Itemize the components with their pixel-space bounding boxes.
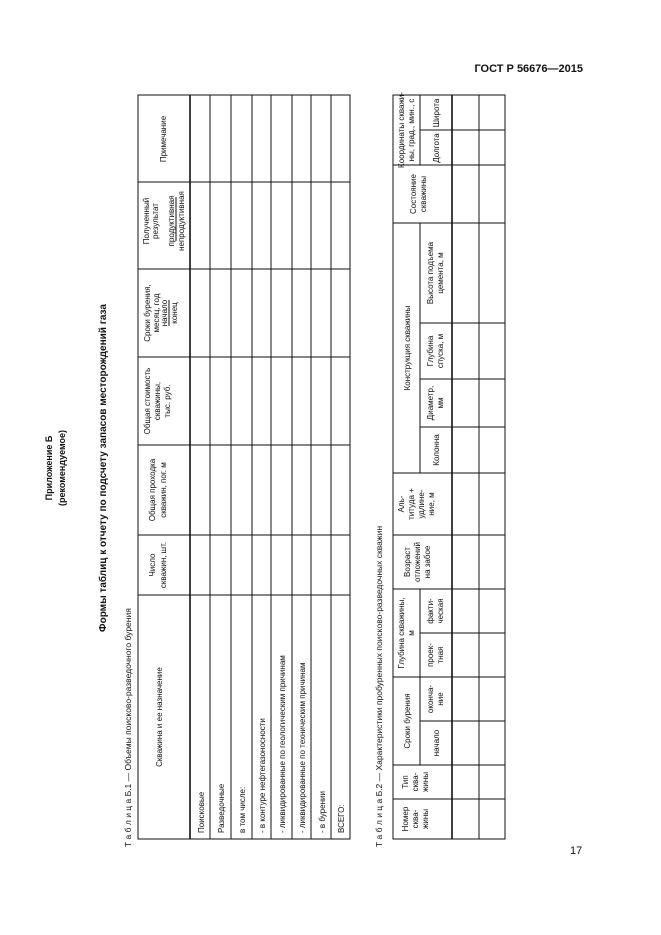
t2-col-actual: ческая (436, 598, 445, 624)
t1-row-label: Разведочные (217, 783, 226, 833)
table1-caption: Т а б л и ц а Б.1 — Объемы поисково-разведочного бурения (123, 608, 133, 847)
t2-col-casing: Колонна (432, 434, 441, 466)
t2-col-number: сква- (411, 809, 420, 829)
t2-col-start: начало (432, 729, 441, 757)
t2-col-diameter: мм (436, 397, 445, 409)
t2-col-altitude: титуда + (407, 488, 416, 520)
t1-col-dates: начало (160, 299, 169, 327)
t1-col-dates: конец (170, 302, 179, 324)
t1-col-cost: Общая стоимость (143, 367, 152, 435)
t2-col-construction: Конструкция скважины (403, 305, 412, 391)
t2-col-diameter: Диаметр, (426, 385, 435, 421)
t1-row-label: - ликвидированные по геологическим причинам (278, 655, 287, 833)
t1-col-dates: месяц, год (152, 293, 161, 333)
t1-row-label: в том числе: (238, 786, 247, 833)
t2-col-type: сква- (411, 772, 420, 792)
t1-col-penetration: Общая проходка (148, 458, 157, 522)
t2-col-longitude: Долгота (432, 133, 441, 163)
t2-col-coordinates: Координаты скважи- (397, 92, 406, 168)
t2-col-altitude: Аль- (397, 495, 406, 513)
t2-col-type: жины (421, 772, 430, 792)
t1-col-penetration: скважин, пог. м (159, 462, 168, 518)
t2-col-condition: Состояние (409, 174, 418, 214)
t1-col-cost: тыс. руб. (163, 384, 172, 418)
t1-col-note: Примечание (159, 115, 168, 163)
t2-col-age: на забое (423, 545, 432, 579)
t1-col-result: результат (151, 203, 160, 239)
t2-col-cement-height: цемента, м (436, 252, 445, 294)
t2-col-altitude: удлине- (417, 489, 426, 519)
appendix-title: Приложение Б (44, 435, 54, 501)
t2-col-end: ние (436, 692, 445, 706)
t2-col-run-depth: спуска, м (436, 333, 445, 369)
table2-caption: Т а б л и ц а Б.2 — Характеристики пробуренных поисково-разведочных скважин (374, 525, 384, 847)
t1-col-well: Скважина и ее назначение (155, 667, 164, 767)
t1-col-dates: Сроки бурения, (143, 284, 152, 342)
t1-row-label: Поисковые (197, 791, 206, 833)
t2-col-cement-height: Высота подъема (426, 241, 435, 305)
t1-col-result: продуктивная (167, 195, 176, 247)
t1-col-count: скважин, шт. (159, 541, 168, 589)
t1-row-label: - в контуре нефтегазоносности (258, 718, 267, 833)
t2-col-run-depth: Глубина (426, 335, 435, 367)
t1-col-result: Полученный (142, 197, 151, 245)
t2-col-age: отложений (413, 541, 422, 583)
t1-row-label: ВСЕГО: (337, 804, 346, 833)
t2-col-type: Тип (401, 775, 410, 789)
t1-row-label: - ликвидированные по техническим причинам (298, 662, 307, 833)
t2-col-design: проек- (426, 643, 435, 667)
t1-col-count: Число (148, 553, 157, 577)
t2-col-depth: м (407, 630, 416, 636)
t2-col-condition: скважины (419, 175, 428, 213)
t2-col-end: оконча- (426, 684, 435, 714)
t1-col-cost: скважины, (153, 381, 162, 421)
t2-col-drilling-dates: Сроки бурения (403, 693, 412, 749)
t2-col-depth: Глубина скважины, (397, 597, 406, 669)
t2-col-design: тная (436, 646, 445, 664)
t1-row-label: - в бурении (318, 791, 327, 833)
t2-col-actual: факти- (426, 598, 435, 624)
t2-col-latitude: Широта (432, 98, 441, 128)
t2-col-coordinates: ны, град., мин., с (407, 98, 416, 162)
t2-col-altitude: ние, м (427, 492, 436, 516)
appendix-heading: Формы таблиц к отчету по подсчету запасов месторождений газа (98, 304, 109, 632)
t1-col-result: непродуктивная (177, 191, 186, 251)
page-number: 17 (570, 845, 583, 857)
standard-number: ГОСТ Р 56676—2015 (474, 63, 583, 75)
t2-col-number: Номер (401, 806, 410, 832)
t2-col-age: Возраст (403, 547, 412, 577)
appendix-subtitle: (рекомендуемое) (57, 430, 67, 506)
t2-col-number: жины (421, 809, 430, 829)
